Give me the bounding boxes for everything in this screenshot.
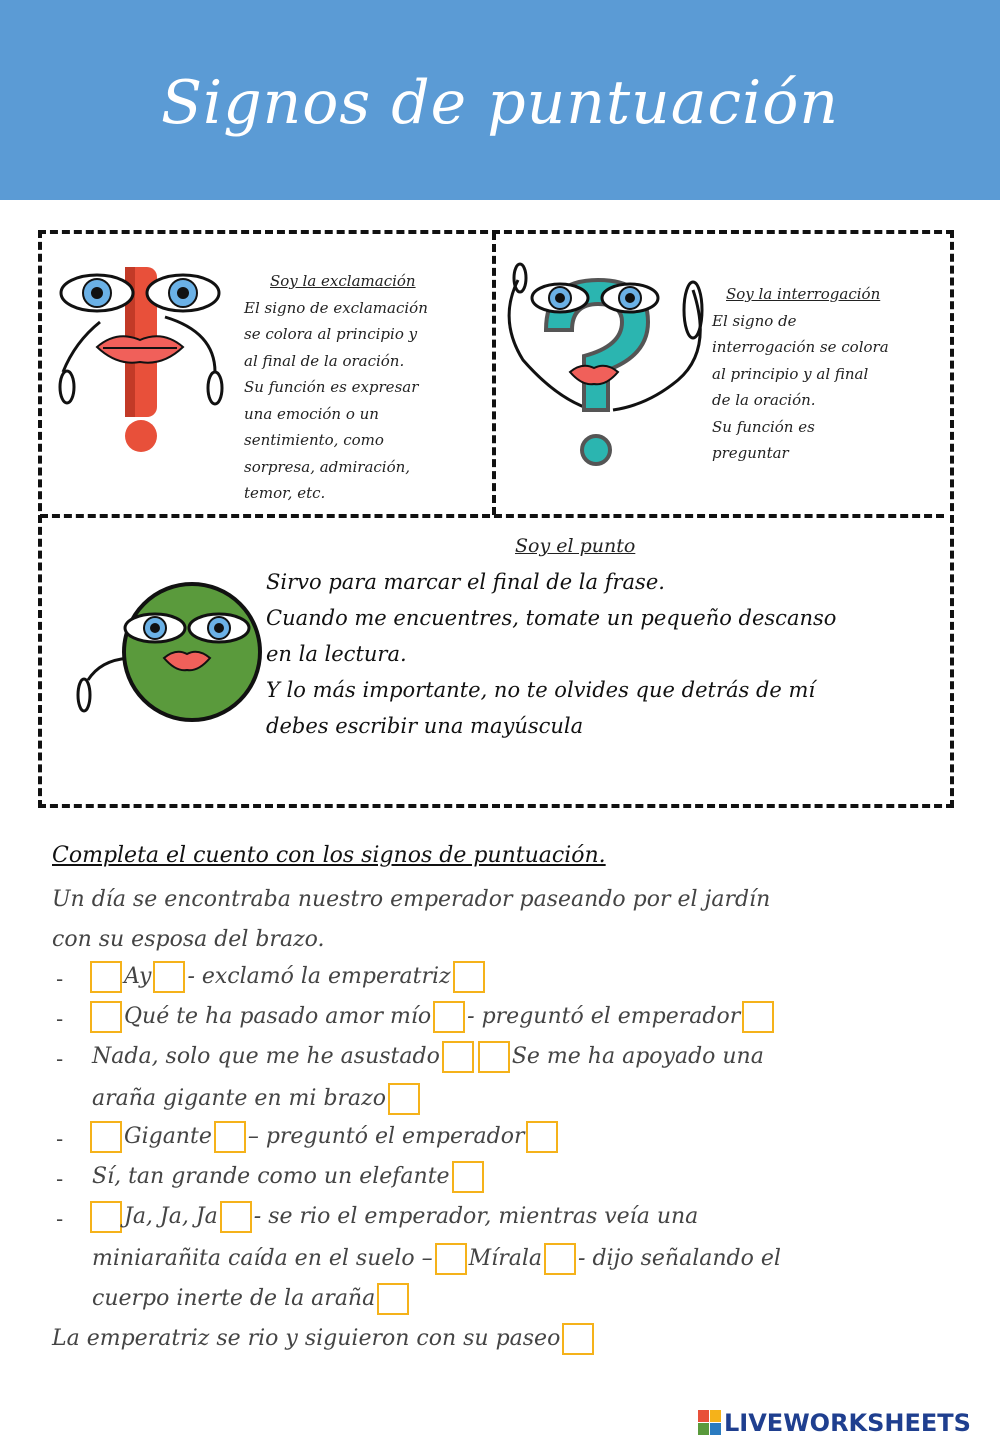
answer-box[interactable]: [478, 1041, 510, 1073]
story-line-6: [92, 1160, 486, 1194]
exclamation-heading: Soy la exclamación: [270, 272, 416, 290]
answer-box[interactable]: [90, 1121, 122, 1153]
answer-box[interactable]: [153, 961, 185, 993]
story-text: Ay: [124, 964, 152, 989]
exclamation-line: Su función es expresar: [244, 378, 419, 396]
period-heading: Soy el punto: [515, 535, 636, 557]
story-text: - preguntó el emperador: [467, 1004, 741, 1029]
exclamation-line: El signo de exclamación: [244, 298, 428, 317]
answer-box[interactable]: [435, 1243, 467, 1275]
answer-box[interactable]: [453, 961, 485, 993]
exclamation-card-text: [244, 268, 484, 507]
story-text: – preguntó el emperador: [247, 1124, 525, 1149]
story-line-1: [88, 960, 487, 994]
exclamation-line: se colora al principio y: [244, 325, 418, 343]
logo-text: LIVEWORKSHEETS: [724, 1409, 971, 1437]
story-text: Se me ha apoyado una: [511, 1044, 764, 1069]
liveworksheets-logo: [698, 1409, 971, 1437]
period-line: debes escribir una mayúscula: [266, 714, 584, 738]
story-intro-line-1: Un día se encontraba nuestro emperador paseando por el jardín: [52, 887, 771, 912]
story-text: cuerpo inerte de la araña: [92, 1286, 376, 1311]
exclamation-line: sorpresa, admiración,: [244, 457, 411, 476]
story-text: miniarañita caída en el suelo –: [92, 1246, 433, 1271]
question-line: al principio y al final: [712, 364, 869, 383]
card-divider-vertical: [492, 232, 496, 515]
liveworksheets-mark-icon: [698, 1410, 722, 1436]
answer-box[interactable]: [90, 961, 122, 993]
story-text: Gigante: [124, 1124, 212, 1149]
dash-bullet: -: [56, 1127, 64, 1151]
story-text: Sí, tan grande como un elefante: [92, 1164, 450, 1189]
question-line: interrogación se colora: [712, 338, 889, 356]
question-heading: Soy la interrogación: [726, 285, 881, 303]
exclamation-line: temor, etc.: [244, 484, 326, 502]
story-text: - se rio el emperador, mientras veía una: [253, 1204, 699, 1229]
answer-box[interactable]: [377, 1283, 409, 1315]
dash-bullet: -: [56, 1047, 64, 1071]
answer-box[interactable]: [388, 1083, 420, 1115]
dash-bullet: -: [56, 1007, 64, 1031]
dash-bullet: -: [56, 1167, 64, 1191]
answer-box[interactable]: [544, 1243, 576, 1275]
period-line: Y lo más importante, no te olvides que detrás de mí: [266, 678, 816, 702]
period-line: Sirvo para marcar el final de la frase.: [266, 570, 665, 594]
story-text: Mírala: [468, 1246, 543, 1271]
exercise-title: Completa el cuento con los signos de puntuación.: [52, 843, 606, 868]
story-line-3: [92, 1040, 764, 1074]
story-line-4: [92, 1082, 422, 1116]
answer-box[interactable]: [526, 1121, 558, 1153]
answer-box[interactable]: [742, 1001, 774, 1033]
exclamation-line: al final de la oración.: [244, 351, 405, 370]
story-intro-line-2: con su esposa del brazo.: [52, 927, 325, 952]
answer-box[interactable]: [452, 1161, 484, 1193]
period-line: Cuando me encuentres, tomate un pequeño descanso: [266, 606, 837, 630]
story-line-7: [88, 1200, 698, 1234]
story-text: Qué te ha pasado amor mío: [124, 1004, 432, 1029]
card-divider-horizontal: [40, 514, 944, 518]
exclamation-character-image: [55, 262, 235, 457]
story-line-8: [92, 1242, 781, 1276]
answer-box[interactable]: [433, 1001, 465, 1033]
answer-box[interactable]: [562, 1323, 594, 1355]
answer-box[interactable]: [214, 1121, 246, 1153]
dash-bullet: -: [56, 967, 64, 991]
answer-box[interactable]: [220, 1201, 252, 1233]
question-line: preguntar: [712, 444, 789, 462]
period-character-image: [72, 580, 262, 730]
answer-box[interactable]: [90, 1201, 122, 1233]
answer-box[interactable]: [442, 1041, 474, 1073]
dash-bullet: -: [56, 1207, 64, 1231]
question-line: El signo de: [712, 311, 797, 330]
story-text: - exclamó la emperatriz: [187, 964, 451, 989]
period-heading-wrap: [515, 531, 635, 561]
story-text: Ja, Ja, Ja: [124, 1204, 218, 1229]
story-outro: [52, 1322, 596, 1356]
answer-box[interactable]: [90, 1001, 122, 1033]
question-character-image: [498, 260, 713, 475]
story-line-2: [88, 1000, 776, 1034]
story-text: araña gigante en mi brazo: [92, 1086, 386, 1111]
story-text: Nada, solo que me he asustado: [92, 1044, 440, 1069]
exclamation-line: sentimiento, como: [244, 431, 384, 449]
question-card-text: [712, 281, 942, 467]
period-line: en la lectura.: [266, 642, 407, 666]
story-text: - dijo señalando el: [578, 1246, 781, 1271]
story-line-9: [92, 1282, 411, 1316]
story-line-5: [88, 1120, 560, 1154]
period-card-text: [266, 564, 936, 744]
question-line: de la oración.: [712, 391, 816, 409]
question-line: Su función es: [712, 417, 815, 436]
exclamation-line: una emoción o un: [244, 404, 379, 423]
story-text: La emperatriz se rio y siguieron con su paseo: [52, 1326, 561, 1351]
page-title: Signos de puntuación: [160, 68, 840, 138]
header-banner: [0, 0, 1000, 200]
